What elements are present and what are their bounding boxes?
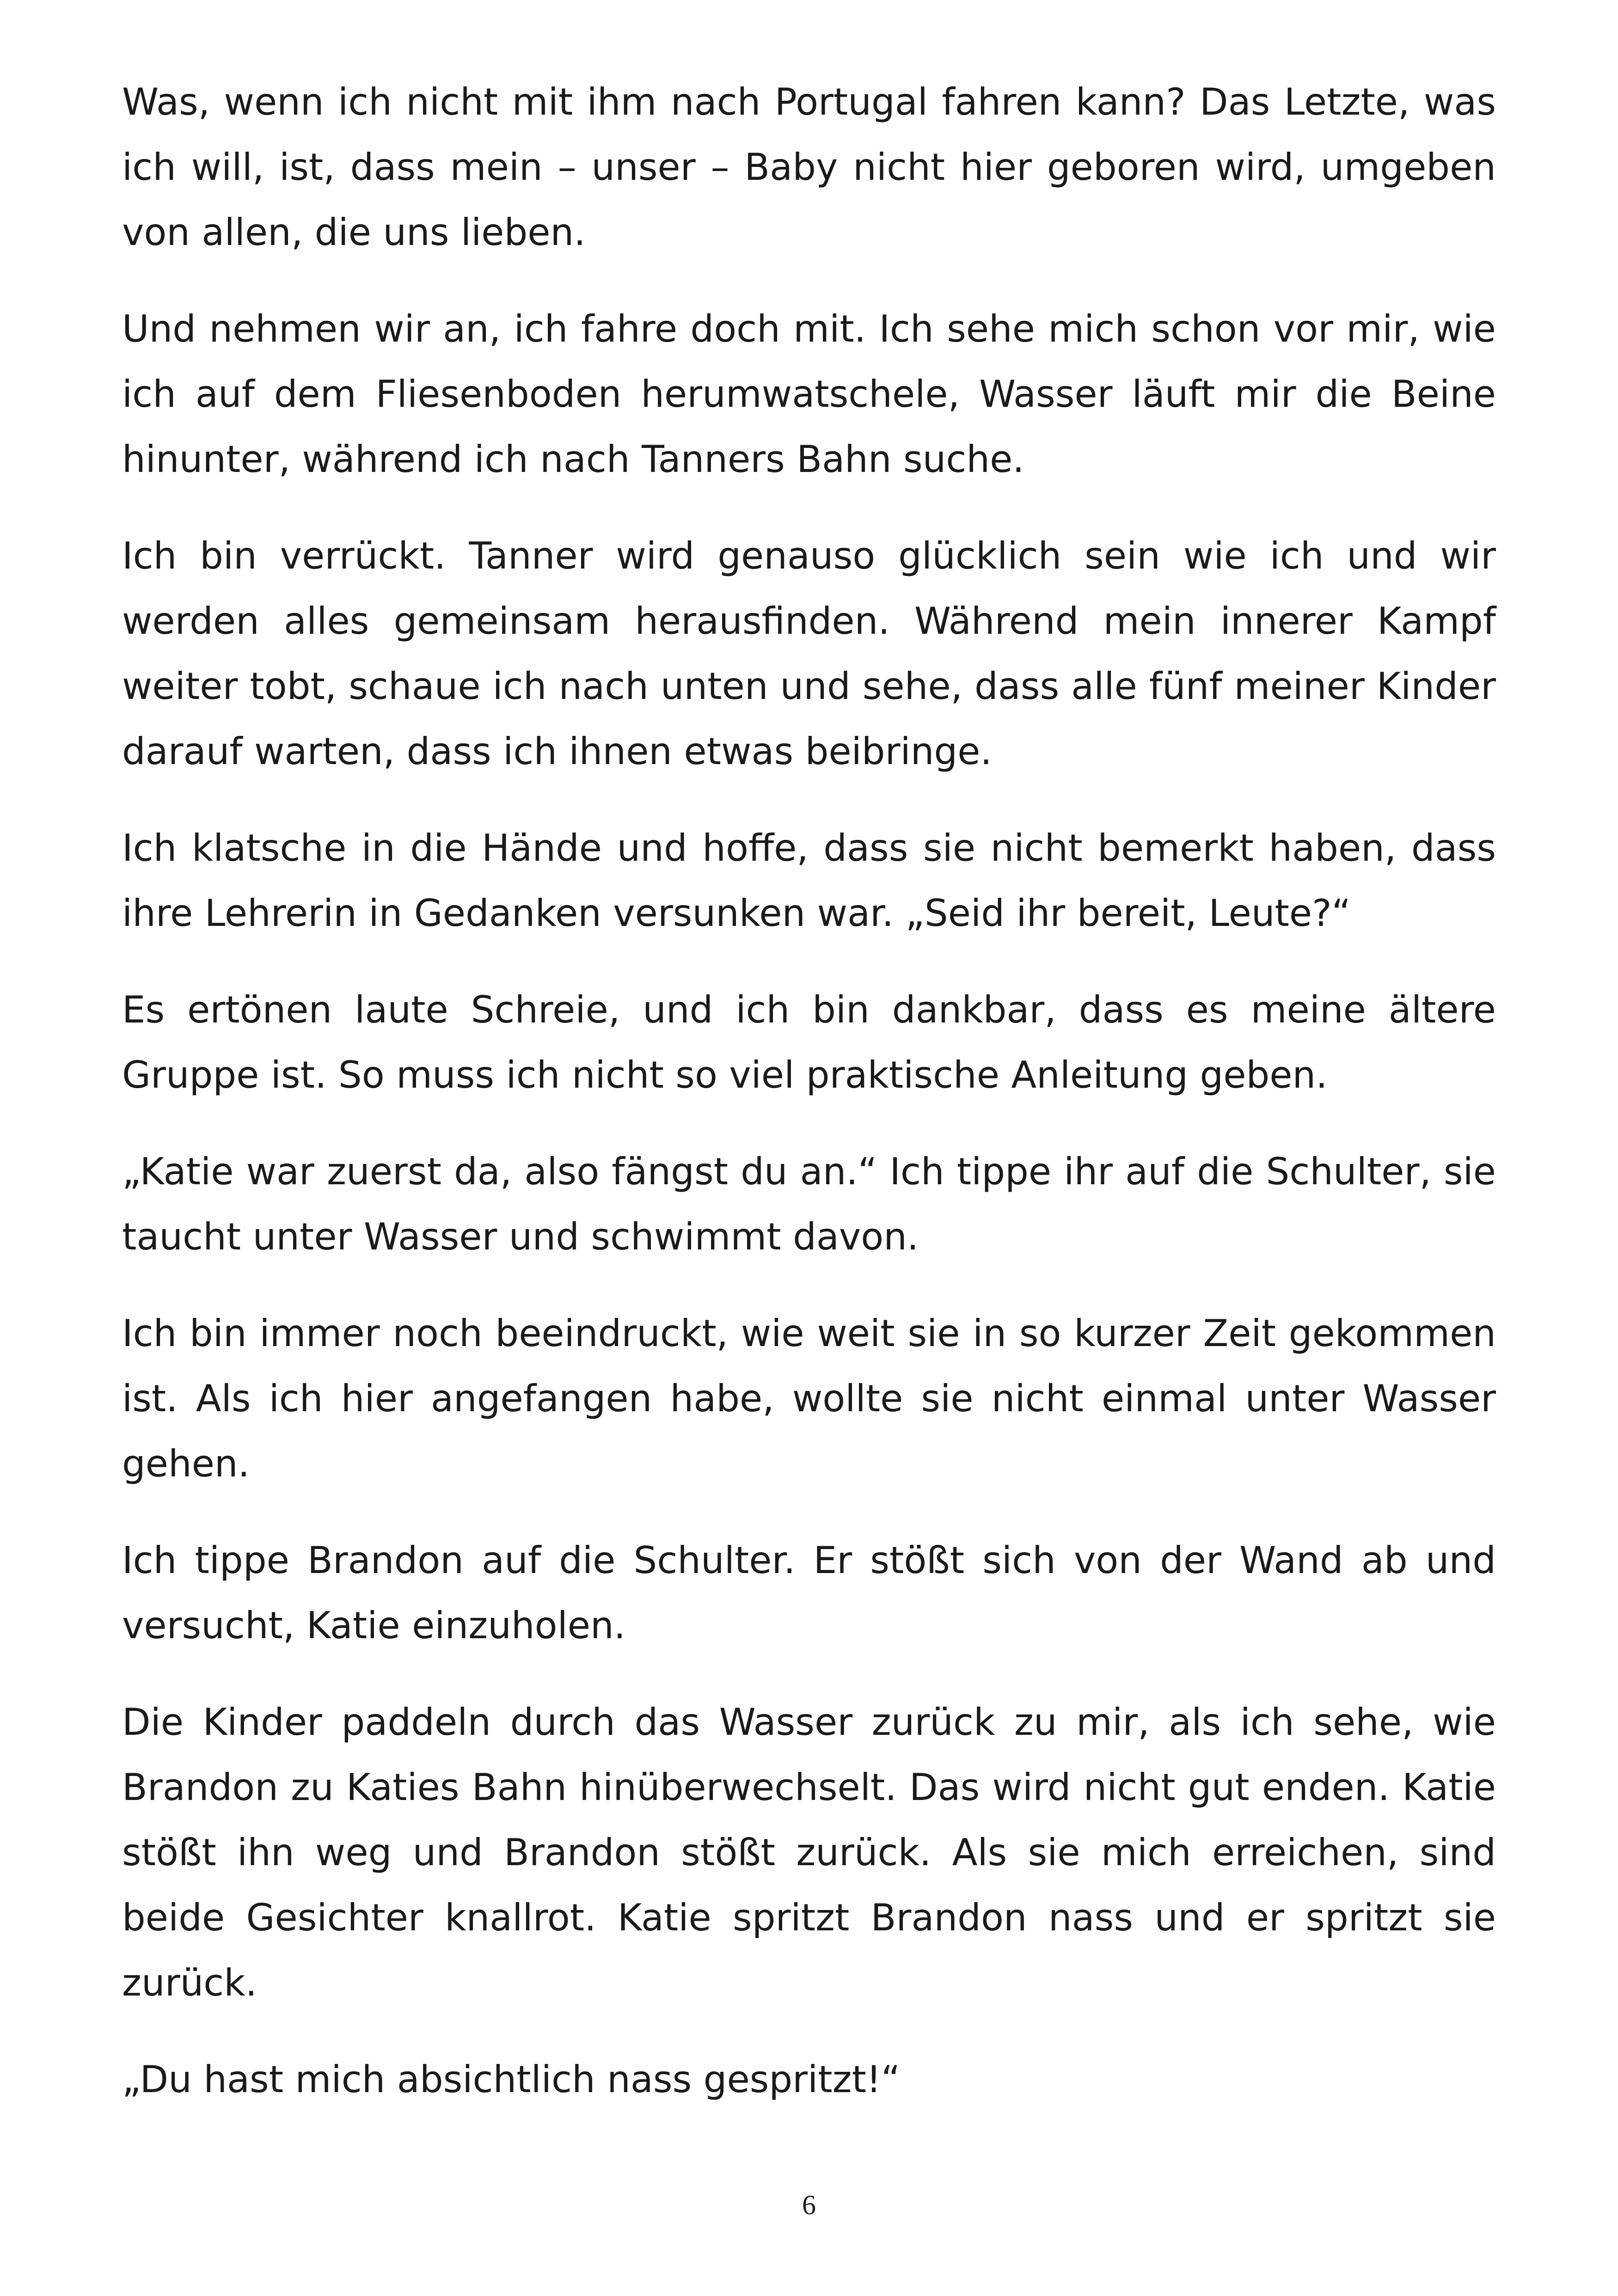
- paragraph: Was, wenn ich nicht mit ihm nach Portugal fahren kann? Das Letzte, was ich will, ist, dass mein – unser – Baby nicht hier geboren wird, umgeben von allen, die uns lieben.: [122, 80, 1496, 254]
- paragraph: Und nehmen wir an, ich fahre doch mit. Ich sehe mich schon vor mir, wie ich auf dem Fliesenboden herumwatschele, Wasser läuft mir die Beine hinunter, während ich nach Tanners Bahn suche.: [122, 307, 1496, 481]
- page-number: 6: [802, 2190, 816, 2220]
- paragraph: „Katie war zuerst da, also fängst du an.“ Ich tippe ihr auf die Schulter, sie taucht unter Wasser und schwimmt davon.: [122, 1150, 1496, 1258]
- paragraph: Es ertönen laute Schreie, und ich bin dankbar, dass es meine ältere Gruppe ist. So muss ich nicht so viel praktische Anleitung geben.: [122, 988, 1496, 1096]
- paragraph: Ich klatsche in die Hände und hoffe, dass sie nicht bemerkt haben, dass ihre Lehrerin in Gedanken versunken war. „Seid ihr bereit, Leute?“: [122, 827, 1496, 935]
- paragraph: Ich tippe Brandon auf die Schulter. Er stößt sich von der Wand ab und versucht, Katie einzuholen.: [122, 1539, 1496, 1647]
- body-text: [122, 69, 1496, 2112]
- paragraph: Ich bin verrückt. Tanner wird genauso glücklich sein wie ich und wir werden alles gemeinsam herausfinden. Während mein innerer Kampf weiter tobt, schaue ich nach unten und sehe, dass alle fünf meiner Kinder darauf warten, dass ich ihnen etwas beibringe.: [122, 534, 1496, 773]
- paragraph: Ich bin immer noch beeindruckt, wie weit sie in so kurzer Zeit gekommen ist. Als ich hier angefangen habe, wollte sie nicht einmal unter Wasser gehen.: [122, 1312, 1496, 1485]
- paragraph: Die Kinder paddeln durch das Wasser zurück zu mir, als ich sehe, wie Brandon zu Katies Bahn hinüberwechselt. Das wird nicht gut enden. Katie stößt ihn weg und Brandon stößt zurück. Als sie mich erreichen, sind beide Gesichter knallrot. Katie spritzt Brandon nass und er spritzt sie zurück.: [122, 1701, 1496, 2004]
- paragraph: „Du hast mich absichtlich nass gespritzt!“: [122, 2058, 901, 2101]
